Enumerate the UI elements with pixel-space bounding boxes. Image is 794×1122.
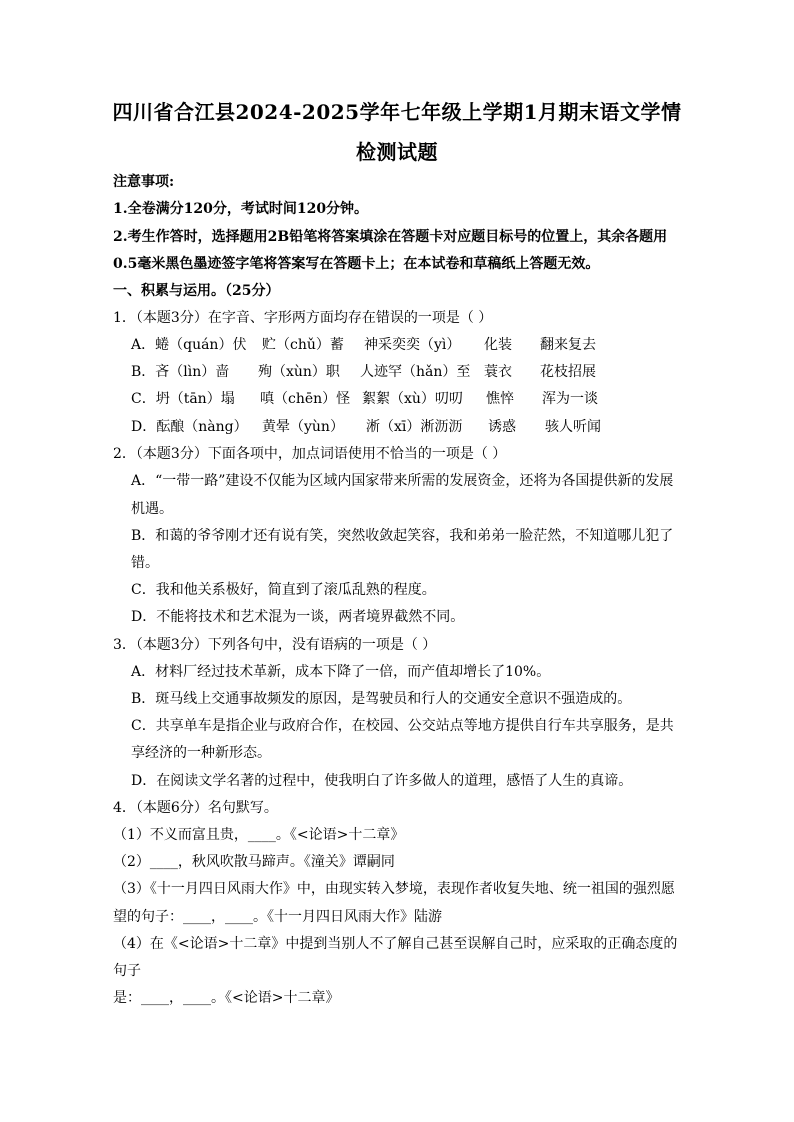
q1-d-item: D．酝酿（nàng） (131, 419, 248, 435)
q2-option-a-line1: A．“一带一路”建设不仅能为区域内国家带来所需的发展资金，还将为各国提供新的发展 (131, 473, 674, 489)
q1-d-item: 黄晕（yùn） (262, 419, 344, 435)
q4-sub-2: （2）____，秋风吹散马蹄声。《潼关》谭嗣同 (113, 854, 395, 870)
q1-c-item: 絮絮（xù）叨叨 (362, 391, 463, 407)
q1-b-item: 殉（xùn）职 (258, 364, 340, 380)
q1-a-item: 神采奕奕（yì） (364, 337, 461, 353)
q1-a-item: A．蜷（quán）伏 (131, 337, 247, 353)
q2-stem: 2．（本题3分）下面各项中，加点词语使用不恰当的一项是（ ） (113, 446, 507, 462)
q4-sub-4-line2: 句子 (113, 963, 141, 979)
q3-option-d: D．在阅读文学名著的过程中，使我明白了许多做人的道理，感悟了人生的真谛。 (131, 773, 633, 789)
q1-d-item: 诱惑 (488, 419, 516, 435)
q4-sub-3-line1: （3）《十一月四日风雨大作》中，由现实转入梦境，表现作者收复失地、统一祖国的强烈愿 (113, 881, 675, 897)
section-1-heading: 一、积累与运用。（25分） (113, 283, 280, 299)
q4-sub-4-line3: 是：____，____。《<论语>十二章》 (113, 990, 340, 1006)
q3-option-c-line2: 享经济的一种新形态。 (131, 745, 271, 761)
q2-option-b-line1: B．和蔼的爷爷刚才还有说有笑，突然收敛起笑容，我和弟弟一脸茫然，不知道哪儿犯了 (131, 528, 674, 544)
q1-c-item: C．坍（tān）塌 (131, 391, 235, 407)
q2-option-b-line2: 错。 (131, 555, 159, 571)
q1-a-item: 化装 (484, 337, 512, 353)
q2-option-a-line2: 机遇。 (131, 501, 173, 517)
q1-stem: 1．（本题3分）在字音、字形两方面均存在错误的一项是（ ） (113, 310, 493, 326)
note-2a: 2.考生作答时，选择题用2B铅笔将答案填涂在答题卡对应题目标号的位置上，其余各题用 (113, 229, 668, 245)
note-2b: 0.5毫米黑色墨迹签字笔将答案写在答题卡上；在本试卷和草稿纸上答题无效。 (113, 256, 600, 272)
q4-sub-1: （1）不义而富且贵，____。《<论语>十二章》 (113, 827, 405, 843)
q4-sub-4-line1: （4）在《<论语>十二章》中提到当别人不了解自己甚至误解自己时，应采取的正确态度的 (113, 936, 678, 952)
q4-sub-3-line2: 望的句子：____，____。《十一月四日风雨大作》陆游 (113, 909, 442, 925)
exam-title-line2: 检测试题 (356, 140, 438, 164)
q3-option-c-line1: C．共享单车是指企业与政府合作，在校园、公交站点等地方提供自行车共享服务，是共 (131, 718, 674, 734)
q4-stem: 4．（本题6分）名句默写。 (113, 800, 278, 816)
notes-heading: 注意事项: (113, 174, 175, 190)
q1-b-item: 蓑衣 (484, 364, 512, 380)
note-1: 1.全卷满分120分，考试时间120分钟。 (113, 201, 369, 217)
q1-b-item: 人迹罕（hǎn）至 (360, 364, 471, 380)
q2-option-c: C．我和他关系极好，简直到了滚瓜乱熟的程度。 (131, 582, 436, 598)
q1-b-item: B．吝（lìn）啬 (131, 364, 230, 380)
q1-b-item: 花枝招展 (540, 364, 596, 380)
q2-option-d: D．不能将技术和艺术混为一谈，两者境界截然不同。 (131, 609, 465, 625)
q3-option-a: A．材料厂经过技术革新，成本下降了一倍，而产值却增长了10%。 (131, 664, 551, 680)
q1-a-item: 翻来复去 (540, 337, 596, 353)
q1-a-item: 贮（chǔ）蓄 (262, 337, 344, 353)
q1-d-item: 淅（xī）淅沥沥 (366, 419, 463, 435)
q1-c-item: 浑为一谈 (542, 391, 598, 407)
q1-c-item: 憔悴 (486, 391, 514, 407)
q3-option-b: B．斑马线上交通事故频发的原因，是驾驶员和行人的交通安全意识不强造成的。 (131, 691, 632, 707)
exam-title-line1: 四川省合江县2024-2025学年七年级上学期1月期末语文学情 (112, 100, 682, 124)
q1-d-item: 骇人听闻 (545, 419, 601, 435)
q3-stem: 3．（本题3分）下列各句中，没有语病的一项是（ ） (113, 637, 437, 653)
q1-c-item: 嗔（chēn）怪 (260, 391, 351, 407)
